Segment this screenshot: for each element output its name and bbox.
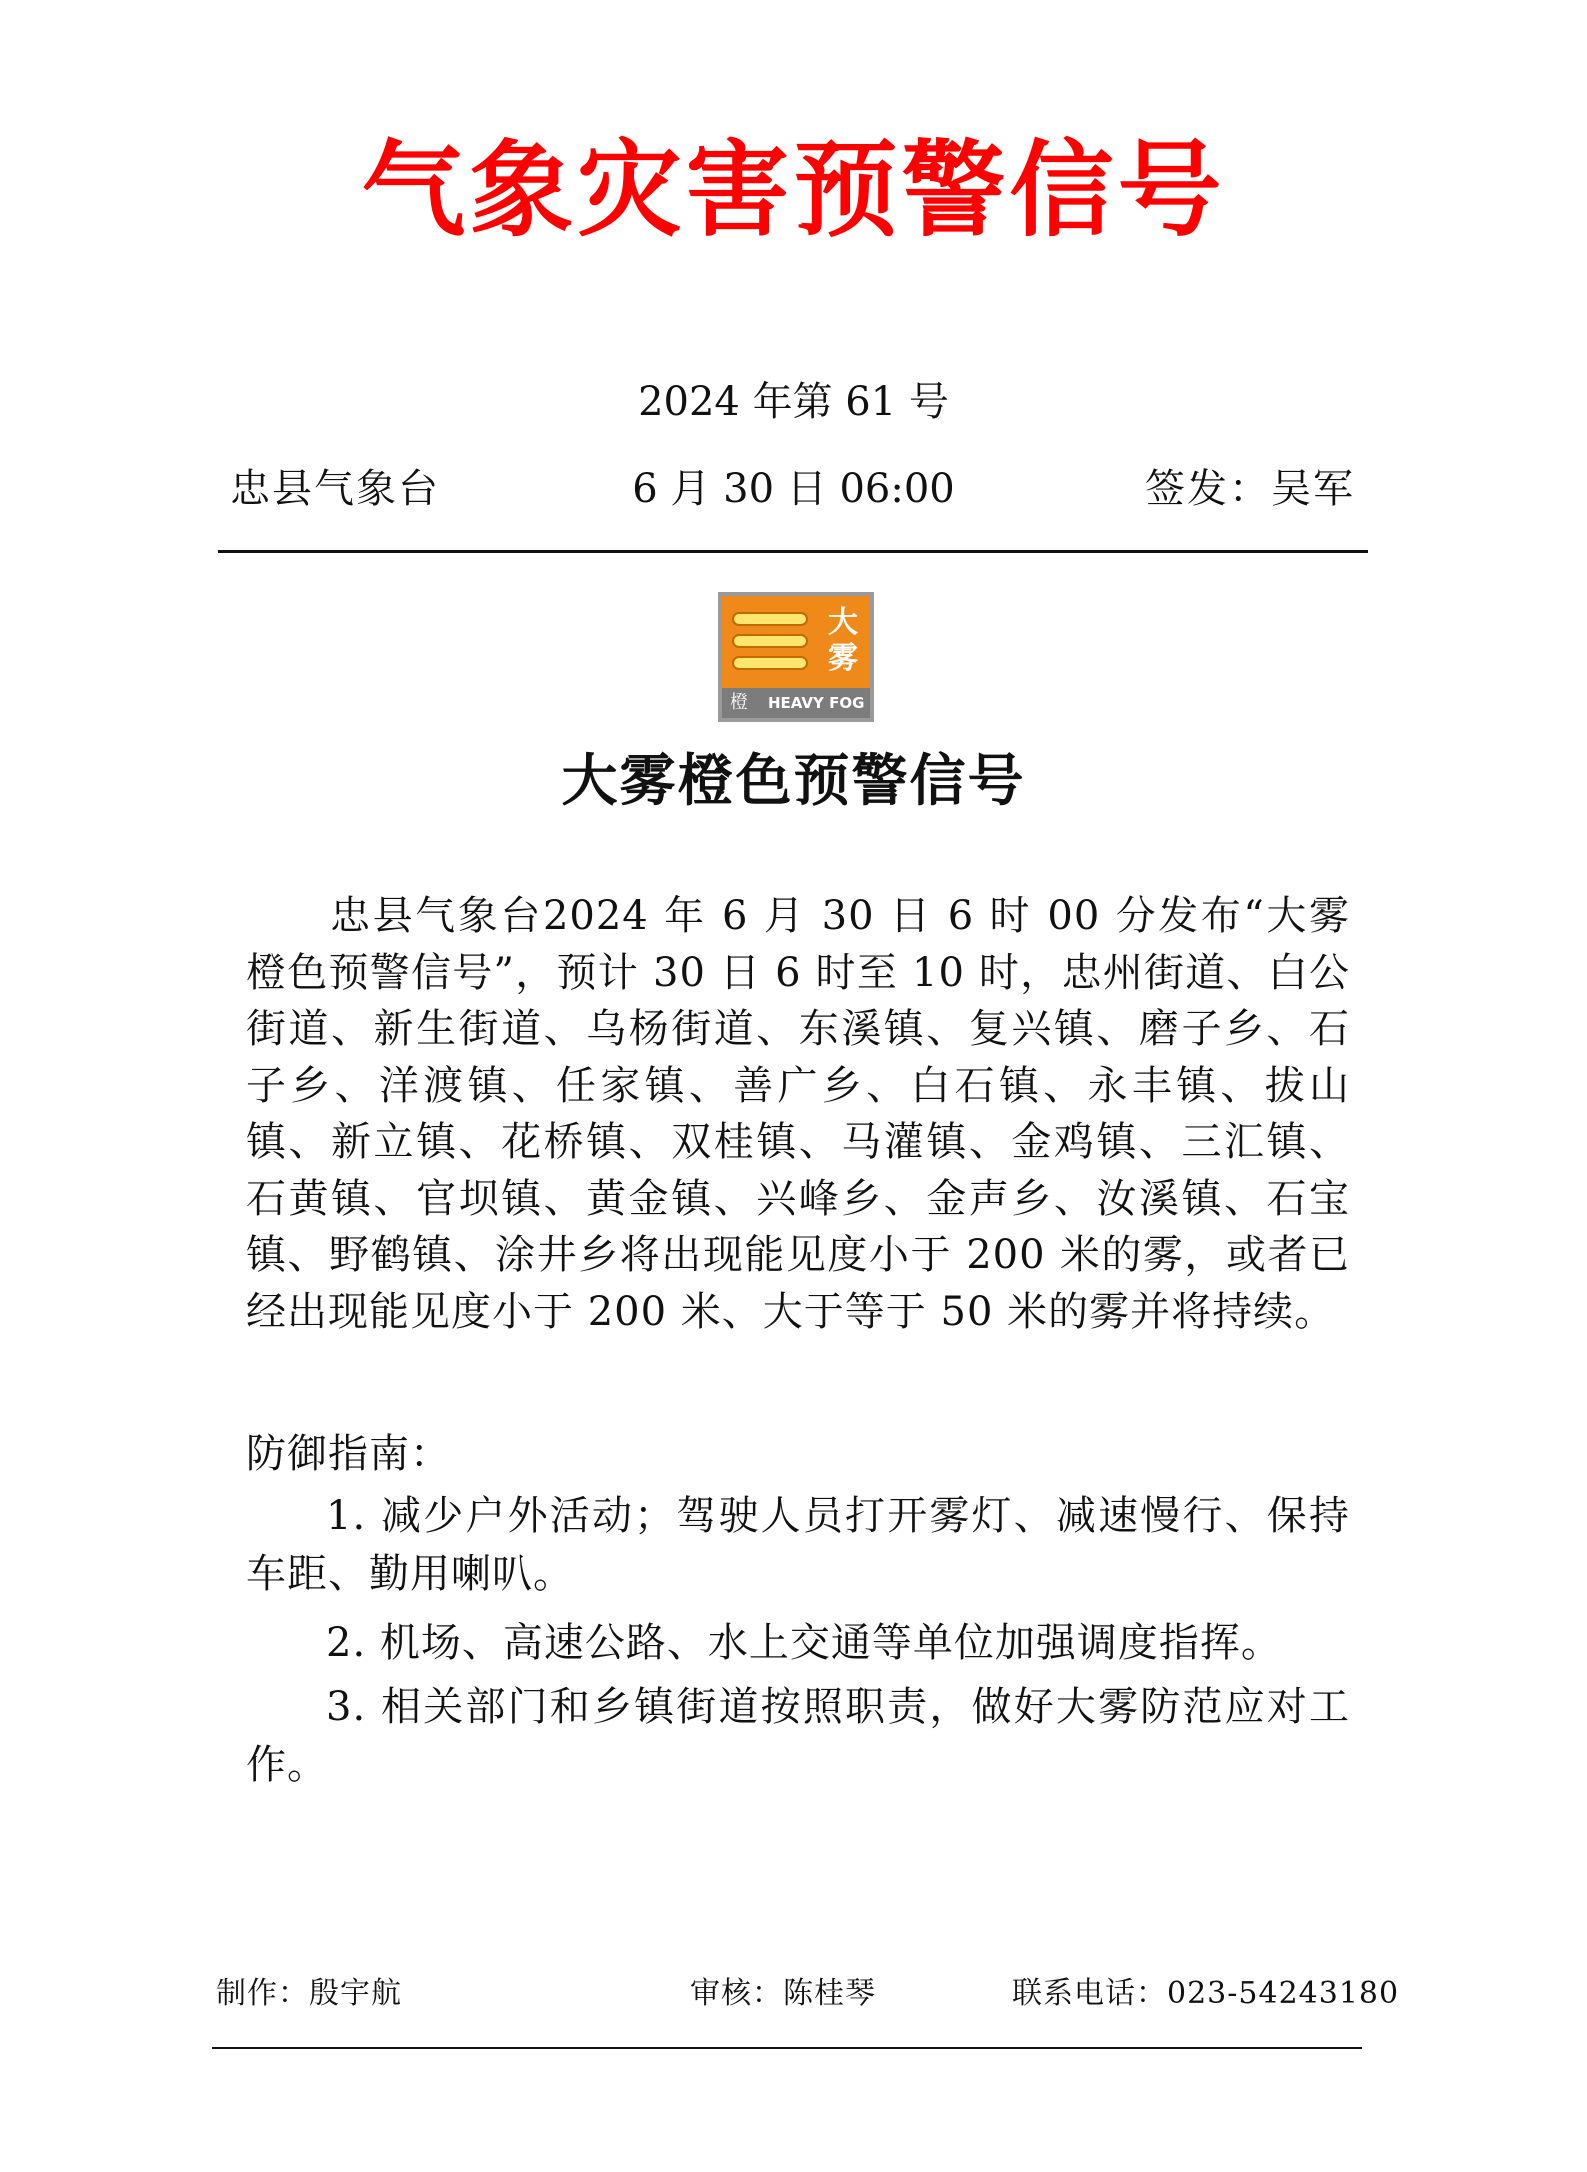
guide-item: 3. 相关部门和乡镇街道按照职责，做好大雾防范应对工作。 bbox=[246, 1684, 1350, 1788]
heavy-fog-orange-icon bbox=[718, 592, 874, 722]
signal-char-top: 大 bbox=[828, 605, 858, 640]
guide-item: 2. 机场、高速公路、水上交通等单位加强调度指挥。 bbox=[326, 1620, 1282, 1666]
contact-phone: 联系电话：023-54243180 bbox=[1012, 1976, 1400, 2011]
signal-level-label: 橙 bbox=[730, 692, 748, 713]
fog-bars-icon bbox=[732, 612, 808, 678]
signal-footer bbox=[722, 688, 870, 718]
producer: 制作：殷宇航 bbox=[216, 1976, 402, 2011]
fog-bar bbox=[732, 612, 808, 626]
footer-divider bbox=[212, 2047, 1362, 2049]
header-divider bbox=[218, 550, 1368, 553]
issue-number: 2024 年第 61 号 bbox=[638, 379, 949, 425]
guide-heading: 防御指南： bbox=[246, 1431, 451, 1477]
guide-item: 1. 减少户外活动；驾驶人员打开雾灯、减速慢行、保持车距、勤用喇叭。 bbox=[246, 1493, 1350, 1597]
issuer-name: 忠县气象台 bbox=[230, 466, 440, 512]
fog-bar bbox=[732, 634, 808, 648]
issue-datetime: 6 月 30 日 06:00 bbox=[632, 466, 955, 512]
warning-title: 大雾橙色预警信号 bbox=[561, 748, 1026, 814]
page-title: 气象灾害预警信号 bbox=[361, 128, 1226, 251]
signer: 签发：吴军 bbox=[1145, 466, 1355, 512]
signal-english-label: HEAVY FOG bbox=[768, 694, 865, 712]
fog-bar bbox=[732, 656, 808, 670]
signal-char-bottom: 雾 bbox=[828, 641, 858, 676]
warning-body: 忠县气象台2024 年 6 月 30 日 6 时 00 分发布“大雾橙色预警信号”，预计 30 日 6 时至 10 时，忠州街道、白公街道、新生街道、乌杨街道、东溪镇、复兴镇、磨子乡、石子乡、洋渡镇、任家镇、善广乡、白石镇、永丰镇、拔山镇、新立镇、花桥镇、双桂镇、马灌镇、金鸡镇、三汇镇、石黄镇、官坝镇、黄金镇、兴峰乡、金声乡、汝溪镇、石宝镇、野鹤镇、涂井乡将出现能见度小于 200 米的雾，或者已经出现能见度小于 200 米、大于等于 50 米的雾并将持续。 bbox=[246, 893, 1350, 1335]
reviewer: 审核：陈桂琴 bbox=[690, 1976, 876, 2011]
